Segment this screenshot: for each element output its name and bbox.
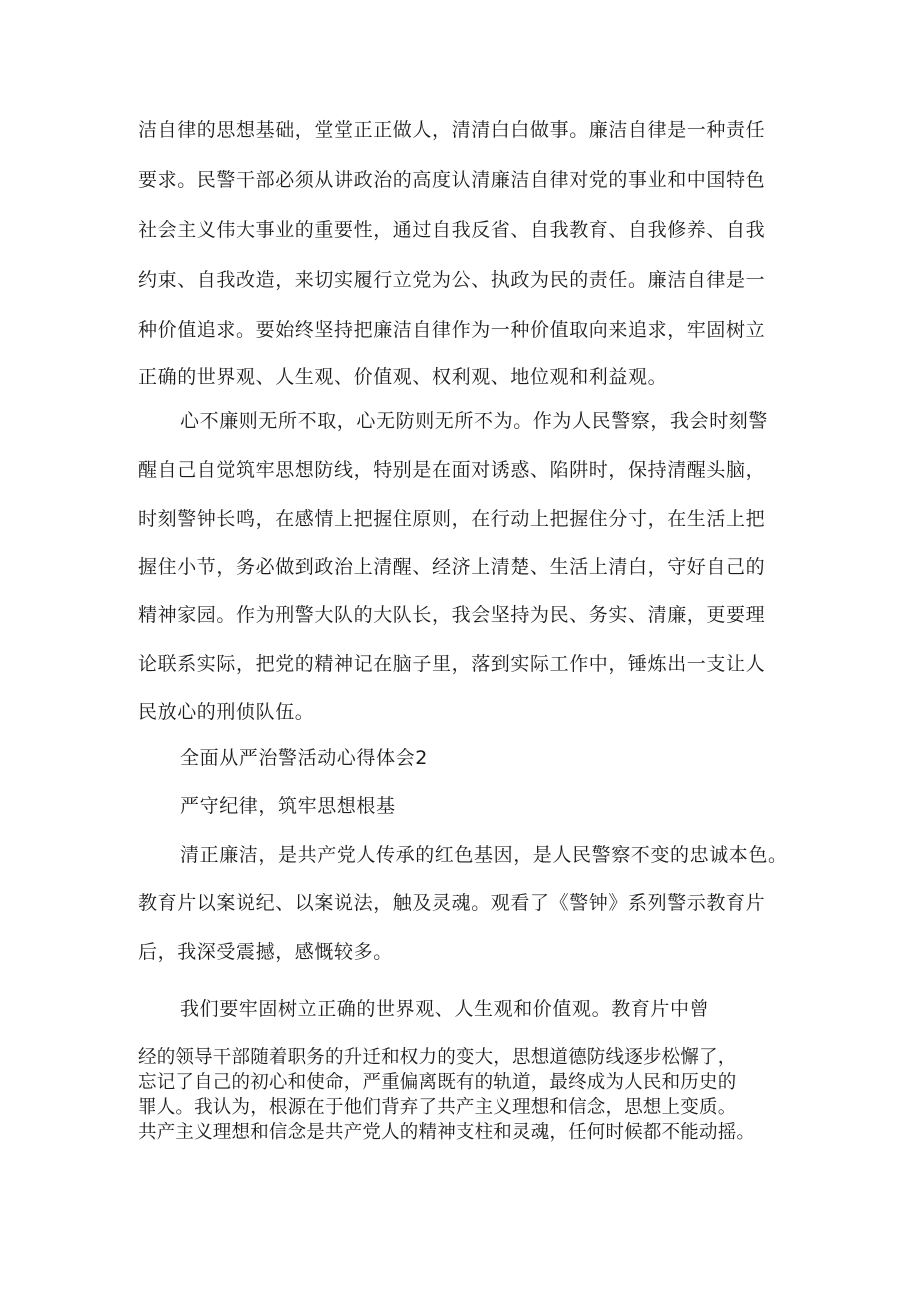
paragraph-3-line-2: 教育片以案说纪、以案说法，触及灵魂。观看了《警钟》系列警示教育片 [138,892,766,914]
paragraph-1-line-1: 洁自律的思想基础，堂堂正正做人，清清白白做事。廉洁自律是一种责任 [138,119,766,141]
paragraph-2-line-1: 心不廉则无所不取，心无防则无所不为。作为人民警察，我会时刻警 [180,410,769,432]
paragraph-2-line-6: 论联系实际，把党的精神记在脑子里，落到实际工作中，锤炼出一支让人 [138,653,766,675]
paragraph-4-line-5: 共产主义理想和信念是共产党人的精神支柱和灵魂，任何时候都不能动摇。 [138,1122,756,1143]
paragraph-1-line-3: 社会主义伟大事业的重要性，通过自我反省、自我教育、自我修养、自我 [138,219,766,241]
paragraph-2-line-7: 民放心的刑侦队伍。 [138,701,315,723]
section-subtitle: 严守纪律，筑牢思想根基 [180,795,396,817]
paragraph-2-line-2: 醒自己自觉筑牢思想防线，特别是在面对诱惑、陷阱时，保持清醒头脑， [138,459,766,481]
paragraph-2-line-4: 握住小节，务必做到政治上清醒、经济上清楚、生活上清白，守好自己的 [138,556,766,578]
paragraph-2-line-3: 时刻警钟长鸣，在感情上把握住原则，在行动上把握住分寸，在生活上把 [138,508,766,530]
paragraph-3-line-1: 清正廉洁，是共产党人传承的红色基因，是人民警察不变的忠诚本色。 [180,844,788,866]
paragraph-2-line-5: 精神家园。作为刑警大队的大队长，我会坚持为民、务实、清廉，更要理 [138,604,766,626]
paragraph-1-line-5: 种价值追求。要始终坚持把廉洁自律作为一种价值取向来追求，牢固树立 [138,319,766,341]
paragraph-1-line-6: 正确的世界观、人生观、价值观、权利观、地位观和利益观。 [138,366,668,388]
paragraph-4-line-2: 经的领导干部随着职务的升迁和权力的变大，思想道德防线逐步松懈了， [138,1047,737,1068]
paragraph-1-line-4: 约束、自我改造，来切实履行立党为公、执政为民的责任。廉洁自律是一 [138,269,766,291]
paragraph-4-line-1: 我们要牢固树立正确的世界观、人生观和价值观。教育片中曾 [180,998,710,1020]
paragraph-3-line-3: 后，我深受震撼，感慨较多。 [138,941,393,963]
section-title: 全面从严治警活动心得体会2 [180,747,428,769]
paragraph-4-line-4: 罪人。我认为，根源在于他们背弃了共产主义理想和信念，思想上变质。 [138,1097,737,1118]
paragraph-4-line-3: 忘记了自己的初心和使命，严重偏离既有的轨道，最终成为人民和历史的 [138,1072,737,1093]
paragraph-1-line-2: 要求。民警干部必须从讲政治的高度认清廉洁自律对党的事业和中国特色 [138,169,766,191]
